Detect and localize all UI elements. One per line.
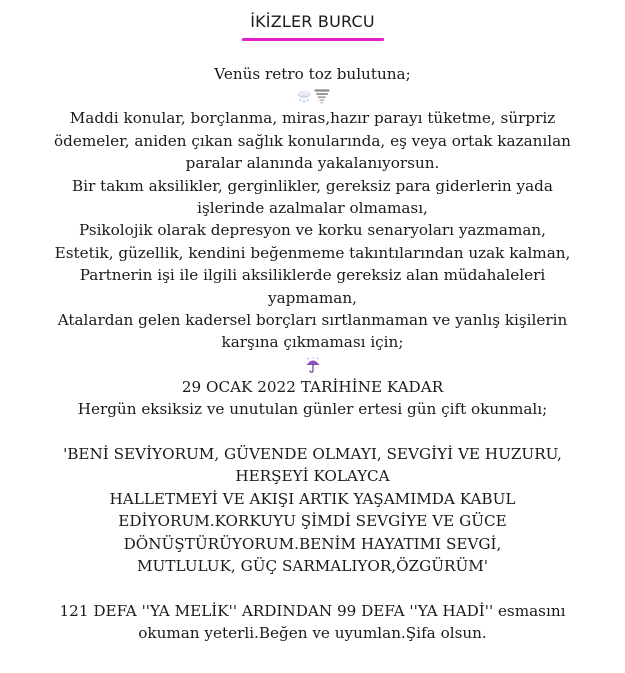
text-line: Psikolojik olarak depresyon ve korku senaryoları yazmaman, [78, 221, 547, 240]
text-line: karşına çıkmaması için; [221, 333, 404, 352]
affirmation-line: DÖNÜŞTÜRÜYORUM.BENİM HAYATIMI SEVGİ, [123, 534, 502, 553]
title-underline [242, 38, 384, 41]
closing-line: okuman yeterli.Beğen ve uyumlan.Şifa olsun. [138, 624, 487, 643]
affirmation-line: HERŞEYİ KOLAYCA [235, 467, 390, 486]
affirmation-line: EDİYORUM.KORKUYU ŞİMDİ SEVGİYE VE GÜCE [118, 512, 507, 531]
deadline-line: 29 OCAK 2022 TARİHİNE KADAR [181, 377, 444, 396]
text-line: Atalardan gelen kadersel borçları sırtlanmaman ve yanlış kişilerin [57, 311, 568, 330]
emoji-row-umbrella [0, 354, 625, 376]
page-title: İKİZLER BURCU [250, 12, 375, 31]
text-line: paralar alanında yakalanıyorsun. [185, 154, 440, 173]
text-line: işlerinde azalmalar olmaması, [197, 199, 428, 218]
text-line: Hergün eksiksiz ve unutulan günler ertesi gün çift okunmalı; [77, 400, 548, 419]
text-line: Partnerin işi ile ilgili aksiliklerde gereksiz alan müdahaleleri [79, 266, 546, 285]
intro-line: Venüs retro toz bulutuna; [214, 65, 411, 83]
text-line: yapmaman, [268, 288, 357, 307]
tornado-icon [314, 88, 330, 104]
text-line: Estetik, güzellik, kendini beğenmeme takıntılarından uzak kalman, [54, 243, 571, 262]
blank-line [0, 421, 625, 443]
affirmation-line: HALLETMEYİ VE AKIŞI ARTIK YAŞAMIMDA KABUL [109, 489, 516, 508]
umbrella-rain-icon [305, 357, 321, 373]
blank-line [0, 578, 625, 600]
esma-line: 121 DEFA ''YA MELİK'' ARDINDAN 99 DEFA ''YA HADİ'' esmasını [59, 601, 566, 620]
text-line: Bir takım aksilikler, gerginlikler, gereksiz para giderlerin yada [72, 176, 553, 195]
text-line: ödemeler, aniden çıkan sağlık konularında, eş veya ortak kazanılan [54, 131, 571, 150]
emoji-row-weather [0, 85, 625, 107]
affirmation-line: 'BENİ SEVİYORUM, GÜVENDE OLMAYI, SEVGİYİ VE HUZURU, [63, 445, 562, 464]
text-line: Maddi konular, borçlanma, miras,hazır parayı tüketme, sürpriz [69, 109, 556, 128]
snow-cloud-icon [296, 88, 312, 104]
affirmation-line: MUTLULUK, GÜÇ SARMALIYOR,ÖZGÜRÜM' [136, 557, 489, 576]
